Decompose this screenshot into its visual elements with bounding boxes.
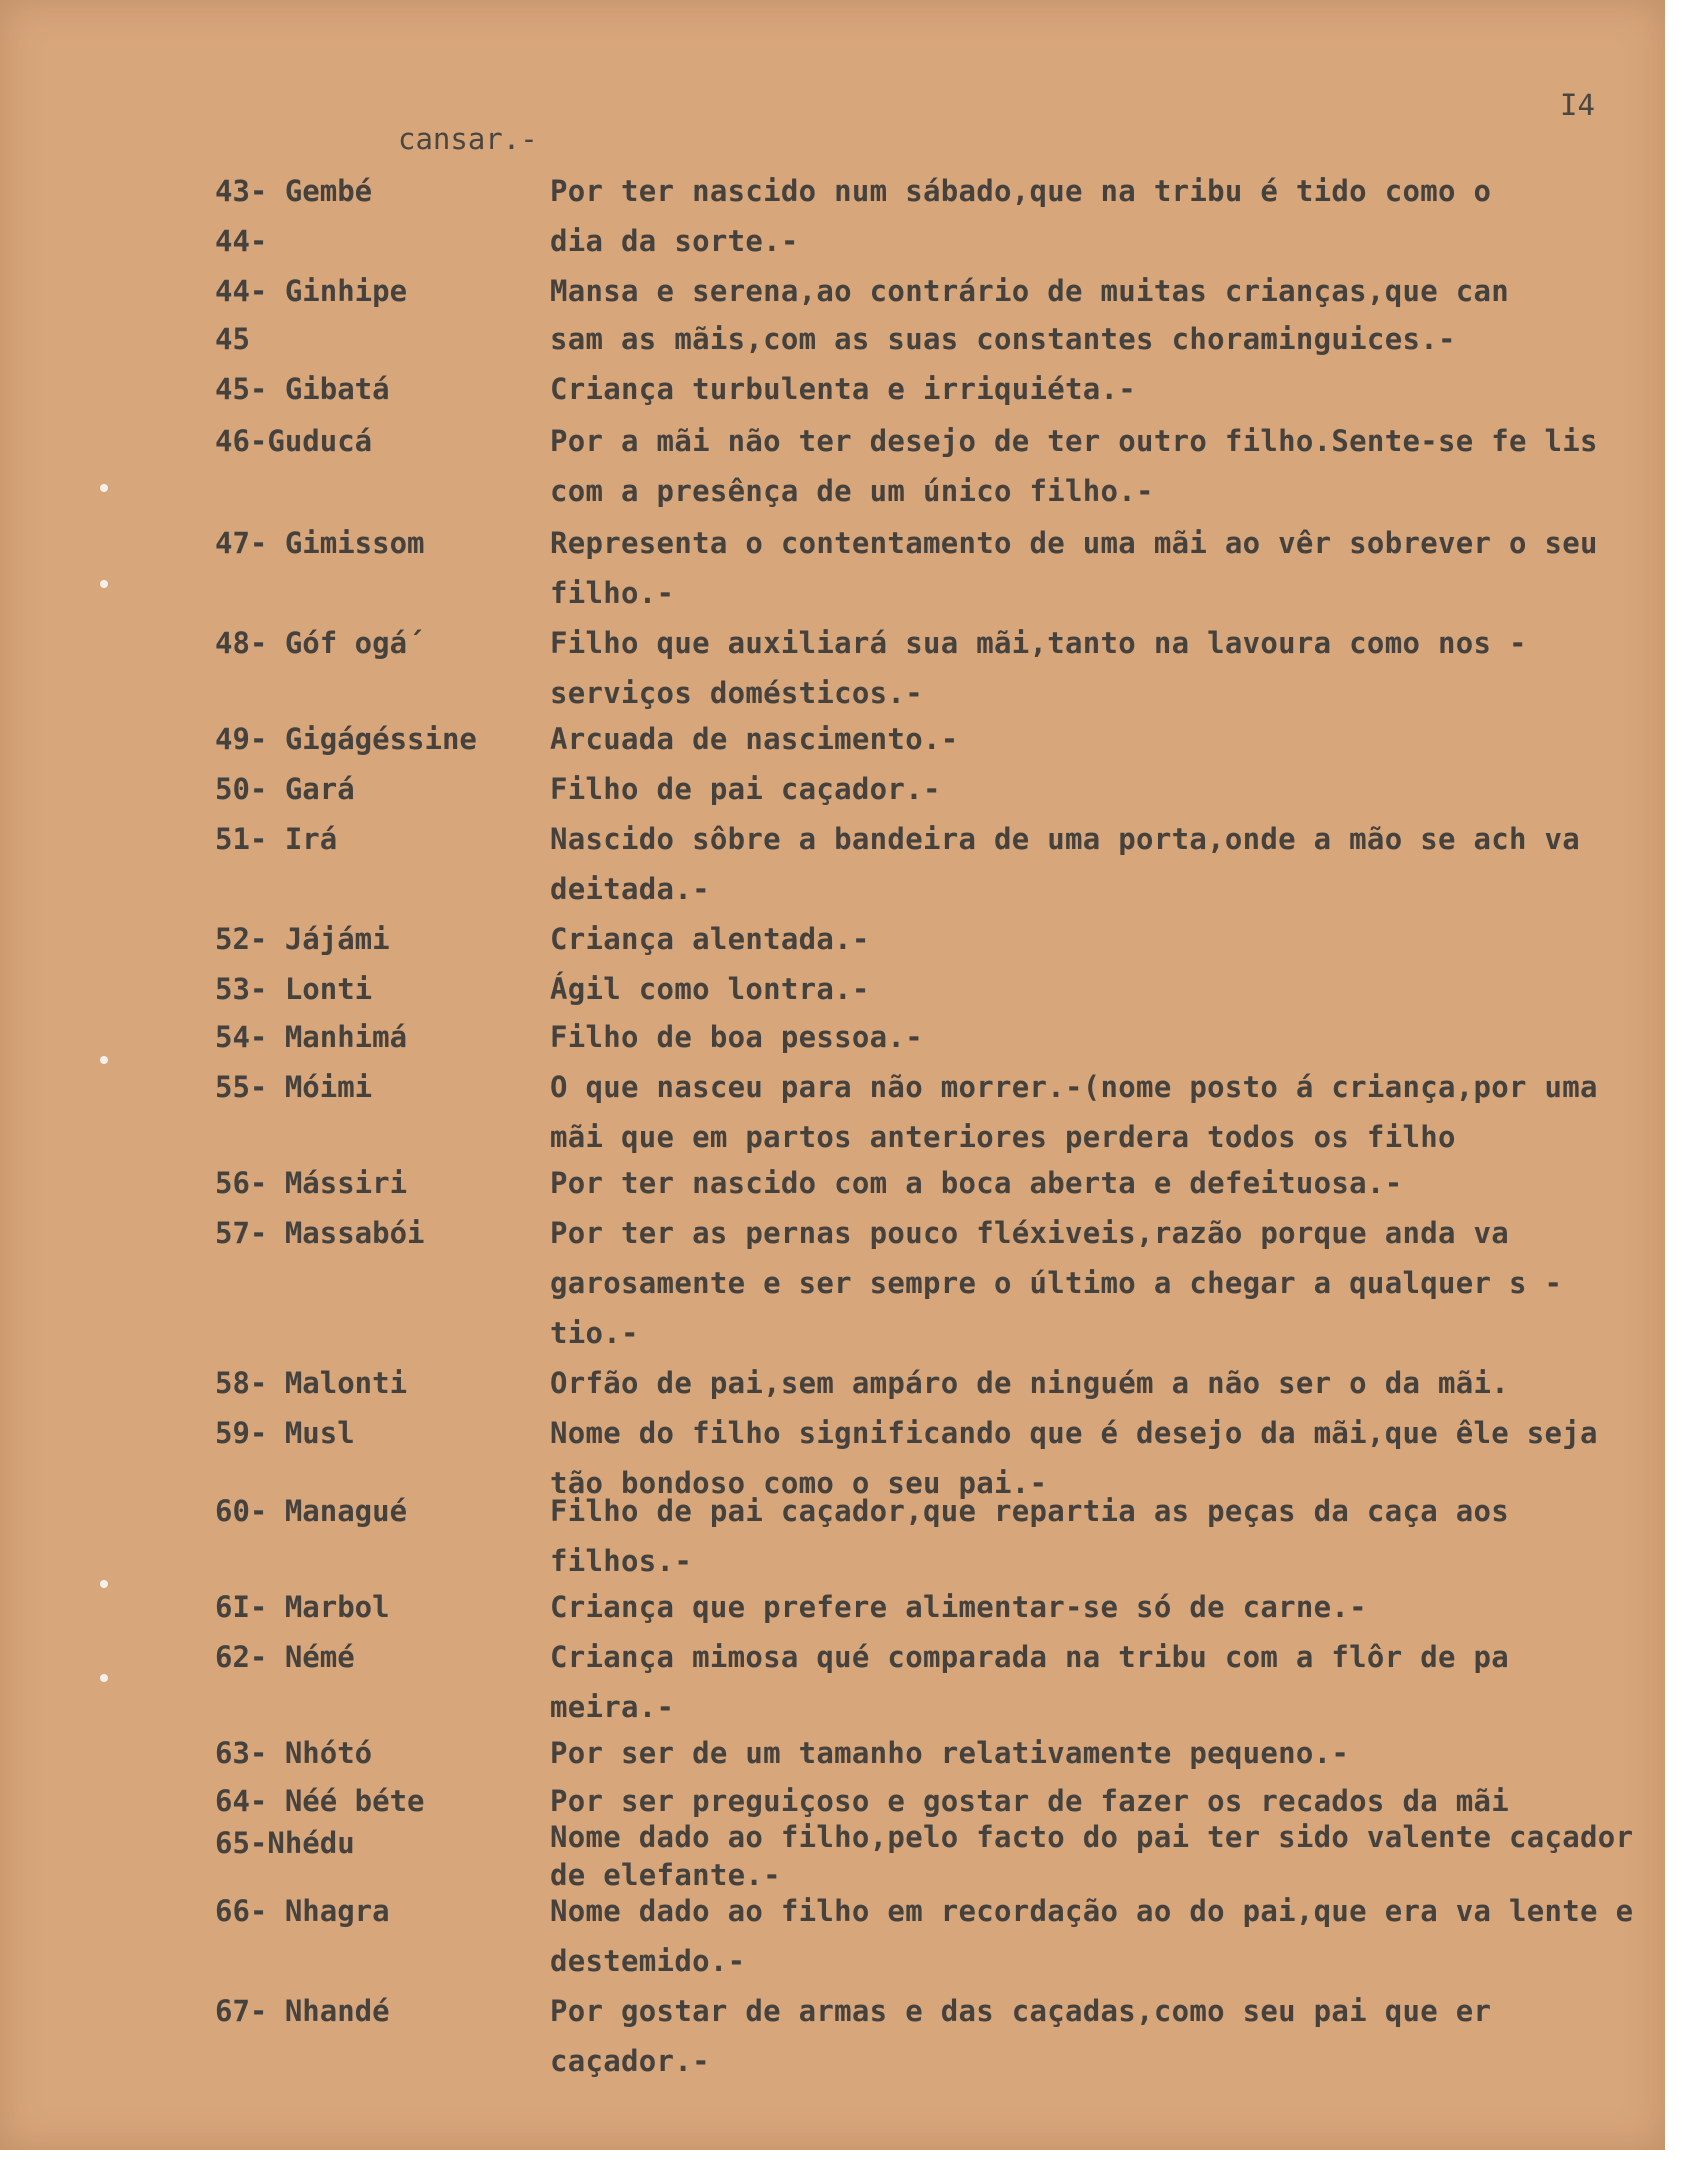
entry-meaning: Por ter nascido num sábado,que na tribu é tido como o [550,174,1492,208]
entry-number: 52- Jájámi [215,922,390,956]
entry-number: 44- [215,224,268,258]
entry-number: 55- Móimi [215,1070,373,1104]
punch-hole [100,1674,108,1682]
entry-meaning: Por ter nascido com a boca aberta e defeituosa.- [550,1166,1403,1200]
entry-meaning: Por gostar de armas e das caçadas,como seu pai que er caçador.- [550,1994,1492,2078]
entry-number: 45 [215,322,250,356]
entry-number: 60- Managué [215,1494,408,1528]
entry-number: 43- Gembé [215,174,373,208]
entry-meaning: Por ser preguiçoso e gostar de fazer os recados da mãi [550,1784,1510,1818]
entry-meaning: Representa o contentamento de uma mãi ao vêr sobrever o seu filho.- [550,526,1598,610]
entry-meaning: Por ser de um tamanho relativamente pequeno.- [550,1736,1350,1770]
entry-meaning: Por ter as pernas pouco fléxiveis,razão porque anda va garosamente e ser sempre o último a chegar a qualquer s -tio.- [550,1216,1563,1350]
entry-number: 66- Nhagra [215,1894,390,1928]
entry-meaning: Mansa e serena,ao contrário de muitas crianças,que can [550,274,1510,308]
entry-meaning: Filho que auxiliará sua mãi,tanto na lavoura como nos - serviços domésticos.- [550,626,1527,710]
punch-hole [100,580,108,588]
entry-meaning: Nascido sôbre a bandeira de uma porta,onde a mão se ach va deitada.- [550,822,1581,906]
entry-number: 62- Némé [215,1640,355,1674]
entry-number: 59- Musl [215,1416,355,1450]
entry-number: 67- Nhandé [215,1994,390,2028]
entry-meaning: sam as mãis,com as suas constantes choraminguices.- [550,322,1456,356]
entry-number: 48- Góf ogá´ [215,626,425,660]
entry-number: 44- Ginhipe [215,274,408,308]
punch-hole [100,484,108,492]
entry-meaning: Filho de boa pessoa.- [550,1020,923,1054]
entry-number: 65-Nhédu [215,1826,355,1860]
punch-hole [100,1056,108,1064]
entry-number: 53- Lonti [215,972,373,1006]
entry-meaning: dia da sorte.- [550,224,799,258]
entry-meaning: Criança mimosa qué comparada na tribu com a flôr de pa meira.- [550,1640,1510,1724]
entry-number: 45- Gibatá [215,372,390,406]
entry-meaning: O que nasceu para não morrer.-(nome posto á criança,por uma mãi que em partos anteriores perdera todos os filho [550,1070,1598,1154]
entry-number: 64- Néé béte [215,1784,425,1818]
entry-meaning: Criança alentada.- [550,922,870,956]
entry-number: 50- Gará [215,772,355,806]
entry-number: 46-Guducá [215,424,373,458]
entry-number: 58- Malonti [215,1366,408,1400]
entry-number: 51- Irá [215,822,338,856]
entry-number: 57- Massabói [215,1216,425,1250]
entry-meaning: Filho de pai caçador.- [550,772,941,806]
entry-meaning: Criança turbulenta e irriquiéta.- [550,372,1137,406]
entry-number: 54- Manhimá [215,1020,408,1054]
entry-meaning: Por a mãi não ter desejo de ter outro filho.Sente-se fe lis com a presênça de um único filho.- [550,424,1598,508]
entry-number: 49- Gigágéssine [215,722,477,756]
entry-number: 47- Gimissom [215,526,425,560]
entry-meaning: Nome do filho significando que é desejo da mãi,que êle seja tão bondoso como o seu pai.- [550,1416,1598,1500]
continuation-text: cansar.- [398,122,538,156]
entry-meaning: Orfão de pai,sem ampáro de ninguém a não ser o da mãi. [550,1366,1510,1400]
entry-number: 56- Mássiri [215,1166,408,1200]
entry-meaning: Criança que prefere alimentar-se só de carne.- [550,1590,1367,1624]
entry-number: 6I- Marbol [215,1590,390,1624]
punch-hole [100,1580,108,1588]
entry-meaning: Nome dado ao filho,pelo facto do pai ter sido valente caçador de elefante.- [550,1820,1634,1892]
entry-meaning: Nome dado ao filho em recordação ao do pai,que era va lente e destemido.- [550,1894,1634,1978]
page-number: I4 [1560,88,1595,122]
entry-meaning: Ágil como lontra.- [550,972,870,1006]
entry-meaning: Filho de pai caçador,que repartia as peças da caça aos filhos.- [550,1494,1510,1578]
entry-meaning: Arcuada de nascimento.- [550,722,959,756]
entry-number: 63- Nhótó [215,1736,373,1770]
